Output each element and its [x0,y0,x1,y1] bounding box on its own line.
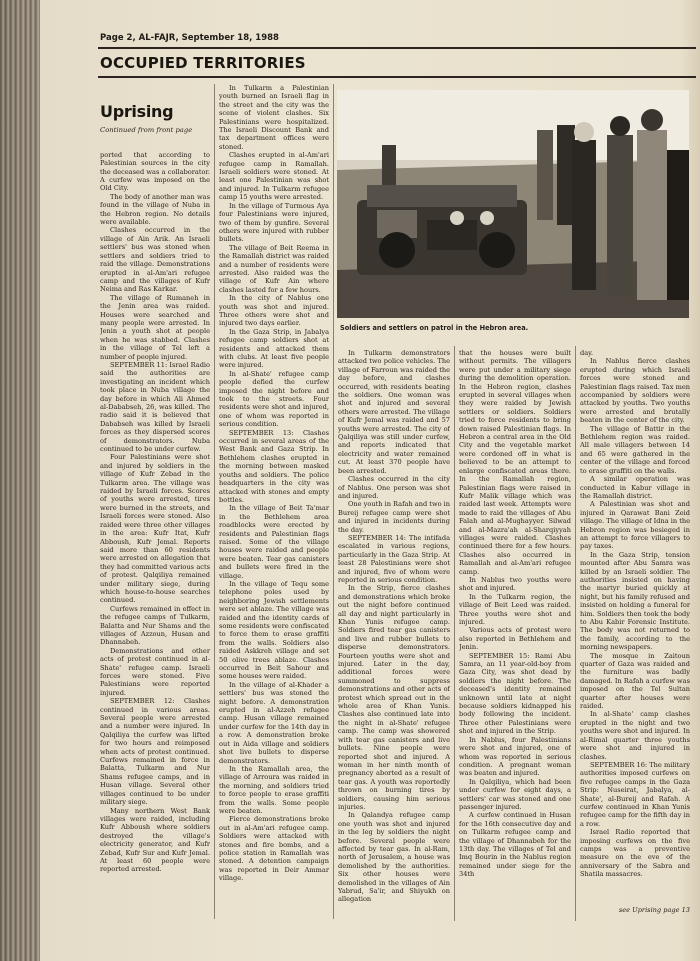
paragraph: Various acts of protest were also reported in Bethlehem and Jenin. [459,626,571,652]
paragraph: In the city of Nablus one youth was shot and injured. Three others were shot and injured two days earlier. [219,294,329,328]
paragraph: The body of another man was found in the village of Nuba in the Hebron region. No details were available. [100,192,210,227]
paragraph: In the Ramallah area, the village of Arroura was raided in the morning, and soldiers tried to force people to erase graffiti from the walls. Some people were beaten. [219,764,329,815]
paragraph: Fierce demonstrations broke out in al-Am'ari refugee camp. Soldiers were attacked with stones and fire bombs, and a police station in Ramallah was stoned. A detention campaign was reported in Deir Ammar village. [219,815,329,883]
paragraph: In Tulkarm a Palestinian youth burned an Israeli flag in the street and the city was the scene of violent clashes. Six Palestinians were hospitalized. The Israeli Discount Bank and tax department offices were stoned. [219,84,329,151]
paragraph: In the village of Turmous Aya four Palestinians were injured, two of them by gunfire. Several others were injured with rubber bullets. [219,201,329,244]
article-kicker: Uprising [100,102,174,121]
column-divider [575,346,576,921]
column-divider [454,346,455,921]
paragraph: The village of Beit Reema in the Ramallah district was raided and a number of residents were arrested. Also raided was the village of Kufr Ain where clashes lasted for a few hours. [219,243,329,294]
section-title: OCCUPIED TERRITORIES [100,54,306,72]
paragraph: The mosque in Zaitoun quarter of Gaza was raided and the furniture was badly damaged. In Rafah a curfew was imposed on the Tel Sultan quarter after houses were raided. [580,651,690,711]
paragraph: Clashes erupted in al-Am'ari refugee camp in Ramallah. Israeli soldiers were stoned. At least one Palestinian was shot and injured. In Tulkarm refugee camp 15 youths were arrested. [219,151,329,202]
article-column-4 [459,349,571,924]
paragraph: In the village of al-Khader a settlers' bus was stoned the night before. A demonstration erupted in al-Azzeh refugee camp. Husan village remained under curfew for the 14th day in a row. A demonstration broke out in Aida village and soldiers shot live bullets to disperse demonstrators. [219,680,329,765]
article-column-5 [580,349,690,924]
paragraph: In Tulkarm demonstrators attacked two police vehicles. The village of Farroun was raided the day before, and clashes occurred, with residents beating the soldiers. One woman was shot and injured and several others were arrested. The village of Kufr Jemal was raided and 57 youths were arrested. The city of Qalqiliya was still under curfew, and reports indicated that electricity and water remained cut. At least 370 people have been arrested. [338,349,450,475]
photo-illustration [337,90,689,318]
paragraph: In al-Shate' refugee camp people defied the curfew imposed the night before and took to the streets. Four residents were shot and injured, one of whom was reported in serious condition. [219,369,329,429]
paragraph: Israel Radio reported that imposing curfews on the five camps was a preventive measure on the eve of the anniversary of the Sabra and Shatila massacres. [580,828,690,879]
paragraph: SEPTEMBER 14: The intifada escalated in various regions, particularly in the Gaza Strip. At least 28 Palestinians were shot and injured, five of whom were reported in serious condition. [338,533,450,584]
column-divider [333,84,334,919]
section-rule [98,76,696,78]
paragraph: In Qalqiliya, which had been under curfew for eight days, a settlers' car was stoned and one passenger injured. [459,777,571,811]
paragraph: In the village of Beit Ta'mar in the Bethlehem area roadblocks were erected by residents and Palestinian flags raised. Some of the village houses were raided and people were beaten. Tear gas canisters and bullets were fired in the village. [219,504,329,580]
paragraph: SEPTEMBER 13: Clashes occurred in several areas of the West Bank and Gaza Strip. In Bethlehem clashes erupted in the morning between masked youths and soldiers. The police headquarters in the city was attacked with stones and empty bottles. [219,428,329,504]
paragraph: that the houses were built without permits. The villagers were put under a military siege during the demolition operation. In the Hebron region, clashes erupted in several villages when they were raided by Jewish settlers or soldiers. Soldiers tried to force residents to bring down raised Palestinian flags. In Hebron a central area in the Old City and the vegetable market were cordoned off in what is believed to be an attempt to enlarge confiscated areas there. In the Ramallah region, Palestinian flags were raised in Kufr Malik village which was raided last week. Attempts were made to raid the villages of Abu Falah and al-Mughayyer. Silwad and al-Mazra'ah al-Sharqiyyah villages were raided. Clashes continued there for a few hours. Clashes also occurred in Ramallah and al-Am'ari refugee camp. [459,349,571,576]
paragraph: In the Gaza Strip, in Jabalya refugee camp soldiers shot at residents and attacked them with clubs. At least five people were injured. [219,327,329,370]
paragraph: A curfew continued in Husan for the 16th consecutive day and on Tulkarm refugee camp and the village of Dhannabeh for the 13th day. The villages of Tel and Imq Bourin in the Nablus region remained under siege for the 34th [459,811,571,879]
paragraph: SEPTEMBER 15: Rami Abu Samra, an 11 year-old-boy from Gaza City, was shot dead by soldiers the night before. The deceased's identity remained unknown until late at night because soldiers kidnapped his body following the incident. Three other Palestinians were shot and injured in the Strip. [459,651,571,736]
news-photo [337,90,689,318]
header-rule [98,47,696,49]
paragraph: Clashes occurred in the village of Ain Arik. An Israeli settlers' bus was stoned when settlers and soldiers tried to raid the village. Demonstrations erupted in al-Am'ari refugee camp and the villages of Kufr Neima and Ras Karkar. [100,226,210,294]
article-column-1 [100,82,210,922]
paragraph: SEPTEMBER 16: The military authorities imposed curfews on five refugee camps in the Gaza Strip: Nuseirat, Jabalya, al-Shate', al-Bureij and Rafah. A curfew continued in Khan Yunis refugee camp for the fifth day in a row. [580,760,690,828]
paragraph: In Qalandya refugee camp one youth was shot and injured in the leg by soldiers the night before. Several people were affected by tear gas. In al-Ram, north of Jerusalem, a house was demolished by the authorities. Six other houses were demolished in the villages of Ain Yabrud, Sa'ir, and Shiyukh on allegation [338,811,450,904]
running-head: Page 2, AL-FAJR, September 18, 1988 [100,33,279,43]
paragraph: Four Palestinians were shot and injured by soldiers in the village of Kufr Zebad in the Tulkarm area. The village was raided by Israeli forces. Scores of youths were arrested, tires were burned in the streets, and Israeli forces were stoned. Also raided were three other villages in the area: Kufr Itat, Kufr Abboush, Kufr Jemal. Reports said more than 60 residents were arrested on allegation that they had committed various acts of protest. Qalqiliya remained under military siege, during which house-to-house searches continued. [100,453,210,605]
paragraph: day. [580,349,594,357]
jump-line [580,906,690,918]
paragraph: A similar operation was conducted in Kabur village in the Ramallah district. [580,475,690,500]
paragraph: SEPTEMBER 11: Israel Radio said the authorities are investigating an incident which took place in Nuba village the day before in which Ali Ahmed al-Dababseh, 26, was killed. The radio said it is believed that Dababseh was killed by Israeli forces as they dispersed scores of demonstrators. Nuba continued to be under curfew. [100,360,210,454]
paragraph: In the Tulkarm region, the village of Beit Leed was raided. Three youths were shot and injured. [459,592,571,626]
paragraph: In the Strip, fierce clashes and demonstrations which broke out the night before continued all day and night particularly in Khan Yunis refugee camp. Soldiers fired tear gas canisters and live and rubber bullets to disperse demonstrators. Fourteen youths were shot and injured. Later in the day, additional forces were summoned to suppress demonstrations and other acts of protest which spread out in the whole area of Khan Yunis. Clashes also continued late into the night in al-Shate' refugee camp. The camp was showered with tear gas canisters and live bullets. Nine people were reported shot and injured. A woman in her ninth month of pregnancy aborted as a result of tear gas. A youth was reportedly thrown on burning tires by soldiers, causing him serious injuries. [338,584,450,811]
paragraph: Many northern West Bank villages were raided, including Kufr Abboush where soldiers destroyed the village's electricity generator, and Kufr Zebad, Kufr Sur and Kufr Jemal. At least 60 people were reported arrested. [100,806,210,874]
article-column-2 [219,84,329,924]
paragraph: In the Gaza Strip, tension mounted after Abu Samra was killed by an Israeli soldier. The authorities insisted on having the martyr buried quickly at night, but his family refused and insisted on holding a funeral for him. Soldiers then took the body to Abu Kabir Forensic Institute. The body was not returned to the family, according to the morning newspapers. [580,550,690,652]
paragraph: Clashes occurred in the city of Nablus. One person was shot and injured. [338,475,450,500]
paragraph: In al-Shate' camp clashes erupted in the night and two youths were shot and injured. In al-Rimal quarter three youths were shot and injured in clashes. [580,710,690,761]
paragraph: In Nablus fierce clashes erupted during which Israeli forces were stoned and Palestinian flags raised. Tax men accompanied by soldiers were attacked by youths. Two youths were arrested and brutally beaten in the center of the city. [580,357,690,425]
paragraph: In Nablus, four Palestinians were shot and injured, one of whom was reported in serious condition. A pregnant woman was beaten and injured. [459,735,571,778]
photo-caption: Soldiers and settlers on patrol in the Hebron area. [340,324,529,332]
continued-note: Continued from front page [100,126,193,135]
jump-text: see Uprising page 13 [618,906,690,914]
paragraph: Curfews remained in effect in the refugee camps of Tulkarm, Balatta and Nur Shams and the villages of Azzoun, Husan and Dhannabeh. [100,604,210,647]
paragraph: In Nablus two youths were shot and injured. [459,575,571,593]
paragraph: A Palestinian was shot and injured in Qarawat Bani Zeid village. The village of Idna in the Hebron region was besieged in an attempt to force villagers to pay taxes. [580,500,690,551]
column-divider [214,84,215,919]
paragraph: Demonstrations and other acts of protest continued in al-Shate' refugee camp. Israeli forces were stoned. Five Palestinians were reported injured. [100,646,210,697]
paragraph: In the village of Tequ some telephone poles used by neighboring Jewish settlements were set ablaze. The village was raided and the identity cards of some residents were confiscated to force them to erase graffiti from the walls. Soldiers also raided Askkreh village and set 50 olive trees ablaze. Clashes occurred in Beit Sahour and some houses were raided. [219,579,329,681]
article-column-3 [338,349,450,924]
paragraph: The village of Rumaneh in the Jenin area was raided. Houses were searched and many people were arrested. In Jenin a youth shot at people when he was stabbed. Clashes in the village of Tel left a number of people injured. [100,293,210,361]
book-binding [0,0,40,961]
paragraph: The village of Battir in the Bethlehem region was raided. All male villagers between 14 and 65 were gathered in the center of the village and forced to erase graffiti on the walls. [580,424,690,475]
paragraph: One youth in Rafah and two in Bureij refugee camp were shot and injured in incidents during the day. [338,500,450,534]
paragraph: ported that according to Palestinian sources in the city the deceased was a collaborator. A curfew was imposed on the Old City. [100,150,210,193]
paragraph: SEPTEMBER 12: Clashes continued in various areas. Several people were arrested and a number were injured. In Qalqiliya the curfew was lifted for two hours and reimposed when acts of protest continued. Curfews remained in force in Balatta, Tulkarm and Nur Shams refugee camps, and in Husan village. Several other villages continued to be under military siege. [100,697,210,807]
